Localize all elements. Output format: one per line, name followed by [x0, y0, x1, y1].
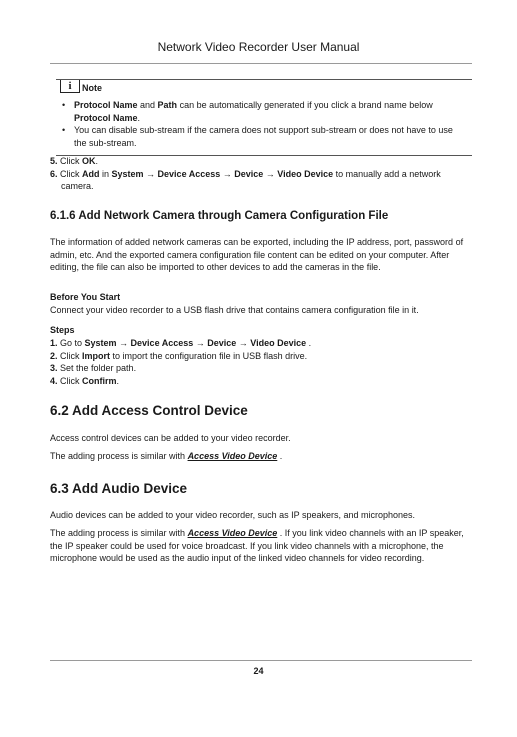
note-item [62, 124, 467, 149]
steps-title: Steps [50, 325, 75, 335]
note-bold-text: Protocol Name [74, 112, 138, 123]
note-text: and [137, 100, 158, 110]
section-heading-6-1-6: 6.1.6 Add Network Camera through Camera Configuration File [50, 210, 389, 222]
step-number: 6. [50, 168, 58, 179]
section-616-paragraph: The information of added network cameras can be exported, including the IP address, port, password of admin, etc. And the exported camera configuration file content can be edited on your computer. After editing, the file can also be imported to other devices to add the cameras in the file. [50, 237, 464, 272]
step-text: to manually add a network camera. [61, 168, 441, 191]
step-text: Click [57, 375, 83, 386]
step-number: 5. [50, 156, 58, 166]
step-bold-text: OK [82, 156, 96, 166]
paragraph-text: The adding process is similar with [50, 451, 188, 461]
step-item [50, 155, 470, 168]
page-number: 24 [253, 666, 264, 676]
note-info-icon: i [60, 80, 80, 93]
paragraph-text: The adding process is similar with [50, 528, 188, 538]
step-text: to import the configuration file in USB flash drive. [110, 350, 308, 361]
step-text: Click [57, 168, 83, 179]
note-label: Note [82, 83, 102, 93]
step-item [50, 350, 470, 363]
step-menu-path: System → Device Access → Device → Video Device [111, 168, 334, 179]
steps-top [50, 155, 470, 193]
before-you-start-text: Connect your video recorder to a USB flash drive that contains camera configuration file in it. [50, 305, 419, 315]
paragraph-text: . If you link video channels with an IP speaker, the IP speaker could be used for voice broadcast. If you link video channels with a microphone, the microphone would be used as the audio input of the linked video channels for video recording. [50, 528, 464, 563]
step-text: . [306, 338, 312, 348]
step-text: Click [57, 350, 83, 361]
note-text: You can disable sub-stream if the camera does not support sub-stream or does not have to use the sub-stream. [74, 125, 453, 148]
step-text: Set the folder path. [57, 363, 137, 373]
step-text: . [95, 156, 99, 166]
step-number: 3. [50, 363, 58, 373]
step-text: . [116, 375, 120, 386]
section-63-paragraph-1: Audio devices can be added to your video recorder, such as IP speakers, and microphones. [50, 510, 416, 520]
page-header-title: Network Video Recorder User Manual [157, 40, 360, 54]
section-heading-6-2: 6.2 Add Access Control Device [50, 403, 248, 418]
note-list [62, 99, 467, 149]
step-text: Go to [57, 338, 85, 348]
steps-list [50, 337, 470, 387]
step-bold-text: Confirm [82, 375, 117, 386]
step-number: 2. [50, 350, 58, 361]
note-bold-text: Path [157, 100, 178, 110]
step-number: 1. [50, 338, 58, 348]
header-divider [50, 63, 472, 64]
note-text: . [137, 112, 141, 123]
access-video-device-link[interactable]: Access Video Device [187, 528, 278, 538]
step-bold-text: Add [82, 168, 100, 179]
note-item [62, 99, 467, 124]
step-bold-text: Import [82, 350, 111, 361]
note-text: can be automatically generated if you click a brand name below [177, 100, 433, 110]
step-item [50, 337, 470, 350]
step-text: in [99, 168, 112, 179]
section-62-paragraph-1: Access control devices can be added to your video recorder. [50, 433, 291, 443]
step-item [50, 375, 470, 388]
section-63-paragraph-2 [50, 527, 470, 565]
note-top-rule [56, 79, 472, 80]
footer-divider [50, 660, 472, 661]
step-text: Click [57, 156, 83, 166]
step-number: 4. [50, 375, 58, 386]
note-heading [60, 80, 102, 93]
note-bold-text: Protocol Name [74, 100, 138, 110]
before-you-start-title: Before You Start [50, 292, 121, 302]
paragraph-text: . [277, 451, 283, 461]
section-heading-6-3: 6.3 Add Audio Device [50, 481, 188, 496]
access-video-device-link[interactable]: Access Video Device [187, 451, 278, 461]
section-62-paragraph-2 [50, 450, 470, 463]
step-item [50, 168, 470, 193]
step-menu-path: System → Device Access → Device → Video Device [84, 338, 307, 348]
step-item [50, 362, 470, 375]
